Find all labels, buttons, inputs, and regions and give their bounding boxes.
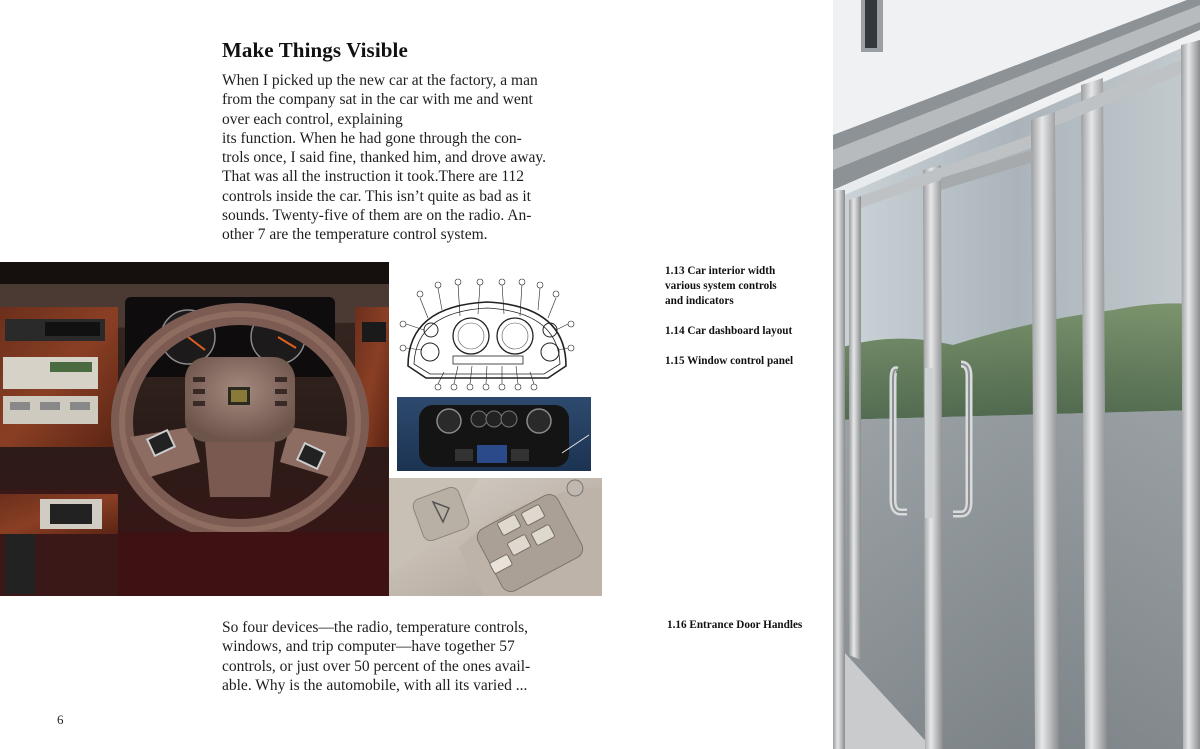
entrance-door-handles-photo [833,0,1200,749]
text-line: able. Why is the automobile, with all its varied ... [222,676,528,694]
text-line: controls, or just over 50 percent of the ones avail- [222,657,531,675]
text-line: from the company sat in the car with me and went [222,91,533,109]
dashboard-layout-diagram [398,278,576,396]
caption-1-14: 1.14 Car dashboard layout [665,325,793,337]
caption-line: various system controls [665,280,777,292]
caption-line: and indicators [665,295,734,307]
window-control-panel-photo [389,478,602,596]
text-line: windows, and trip computer—have together 57 [222,638,515,656]
caption-1-16: 1.16 Entrance Door Handles [667,619,803,631]
text-line: sounds. Twenty-five of them are on the radio. An- [222,207,532,225]
caption-1-13 [665,264,777,309]
caption-line: 1.13 Car interior width [665,265,776,277]
dashboard-vents-photo [397,397,591,471]
text-line: That was all the instruction it took.There are 112 [222,168,525,186]
car-interior-photo [0,262,389,596]
body-paragraph-2 [222,618,554,695]
text-line: controls inside the car. This isn’t quite as bad as it [222,187,531,205]
text-line: its function. When he had gone through the con- [222,129,522,147]
text-line: trols once, I said fine, thanked him, and drove away. [222,149,546,167]
section-heading: Make Things Visible [222,38,408,62]
caption-1-15: 1.15 Window control panel [665,355,794,367]
text-line: So four devices—the radio, temperature controls, [222,619,529,636]
page-number: 6 [57,712,64,727]
text-line: over each control, explaining [222,110,403,128]
body-paragraph-1 [222,71,554,245]
text-line: When I picked up the new car at the factory, a man [222,72,538,89]
text-line: other 7 are the temperature control system. [222,226,488,244]
